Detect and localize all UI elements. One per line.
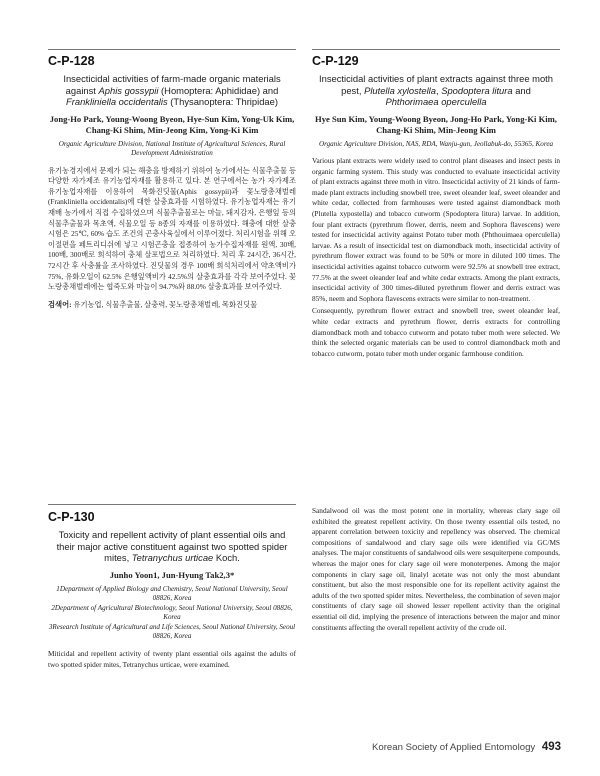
abstract-c-p-130 bbox=[48, 510, 296, 670]
abstract-c-p-129 bbox=[312, 54, 560, 361]
abstract-keywords bbox=[48, 300, 296, 311]
abstract-affiliation: Organic Agriculture Division, NAS, RDA, Wanju-gun, Jeollabuk-do, 55365, Korea bbox=[318, 139, 554, 148]
abstract-code: C-P-128 bbox=[48, 54, 95, 68]
page-number: 493 bbox=[541, 741, 562, 753]
abstract-title: Insecticidal activities of plant extracts against three moth pest, Plutella xylostella, Spodoptera litura and Phthorimaea operculella bbox=[319, 73, 553, 107]
abstract-title: Insecticidal activities of farm-made organic materials against Aphis gossypii (Homoptera: Aphididae) and Frankliniella occidentalis (Thysanoptera: Thripidae) bbox=[63, 73, 281, 107]
abstract-authors: Junho Yoon1, Jun-Hyung Tak2,3* bbox=[109, 569, 235, 580]
top-rule-right bbox=[312, 49, 560, 50]
abstract-affiliation-3: 3Research Institute of Agricultural and Life Sciences, Seoul National University, Seoul 08826, Korea bbox=[48, 622, 296, 641]
abstract-body-paragraph-1: Various plant extracts were widely used to control plant diseases and insect pests in organic farming system. This study was conducted to evaluate insecticidal activity of plant extracts against three moth in vitro. Insecticidal activity of 21 kinds of farm-made plant extracts including snowbell tree, sweet oleander leaf, sweet oleander and white cedar, collected from farmhouses were tested against diamondback moth (Plutella xypostella) and tobacco cutworm (Spodoptera litura) larvae. In addition, four plant extracts (pyrethrum flower, derris, neem and Sophora flavescens) were tested for insecticidal activity against Potato tuber moth (Phthouimaea operculella) larvae. As a result of insecticidal test on diamondback moth, insecticidal activity of pyrethrum flower extract was found to be 50% or more in diluted 100 times. The insecticidal activities against tobacco cutworm were 92.5% at snowbell tree extract, 77.5% at the sweet oleander leaf and white cedar extracts. Among the plant extracts, insecticidal activity of 300 times-diluted pyrethrum flower and derris extract was 85%, neem and Sophora flavescens extracts were similar to non-treatment. bbox=[312, 156, 560, 303]
abstract-body-paragraph-2: Consequently, pyrethrum flower extract and snowbell tree, sweet oleander leaf, white cedar extracts and pyrethrum flower, derris extracts for controlling diamondback moth and tobacco cutworm and potato tuber moth were selected. We think the selected organic materials can be used to control diamondback moth and tobacco cutworm, potato tuber moth under organic farmhouse condition. bbox=[312, 306, 560, 358]
abstract-body: Miticidal and repellent activity of twenty plant essential oils against the adults of two spotted spider mites, Tetranychus urticae, were examined. bbox=[48, 649, 296, 669]
society-name: Korean Society of Applied Entomology bbox=[372, 742, 536, 753]
abstract-authors: Jong-Ho Park, Young-Woong Byeon, Hye-Sun Kim, Yong-Uk Kim, Chang-Ki Shim, Min-Jeong Kim, Yong-Ki Kim bbox=[49, 113, 295, 135]
abstract-title: Toxicity and repellent activity of plant essential oils and their major active constituent against two spotted spider mites, Tetranychus urticae Koch. bbox=[56, 529, 288, 563]
abstract-code: C-P-130 bbox=[48, 510, 95, 524]
abstract-affiliation-2: 2Department of Agricultural Biotechnology, Seoul National University, Seoul 08826, Korea bbox=[51, 603, 293, 622]
abstract-code: C-P-129 bbox=[312, 54, 359, 68]
page-footer bbox=[372, 741, 561, 753]
abstract-body: 유기농경지에서 문제가 되는 해충을 방제하기 위하여 농가에서는 식물추출물 등 다양한 자가제조 유기농업자재를 활용하고 있다. 본 연구에서는 농가 자가제조 유기농업자재를 이용하여 목화진딧물(Aphis gossypii)과 꽃노랑총채벌레(Frankliniella occidentalis)에 대한 살충효과를 시험하였다. 유기농업자재는 유기재배 농가에서 직접 수집하였으며 식물추출물로는 마늘, 돼지감자, 은행잎 등의 식물추출물과 목초액, 식물오일 등 8종의 자재를 이용하였다. 해충에 대한 살충시험은 25℃, 60% 습도 조건의 곤충사육실에서 이루어졌다. 처리시험을 위해 오이절편을 페트리디쉬에 넣고 시험곤충을 접종하여 농가수집자재를 원액, 30배, 100배, 300배로 희석하여 충체 살포법으로 처리하였다. 처리 후 24시간, 36시간, 72시간 후 사충률을 조사하였다. 진딧물의 경우 100배 희석처리에서 약초액비가 75%, 유화오일이 62.5% 은행잎액비가 42.5%의 살충효과를 각각 보여주었다. 꽃노랑총채벌레에는 협죽도와 마늘이 94.7%와 88.0% 살충효과를 보여주었다. bbox=[48, 165, 296, 292]
abstract-authors: Hye Sun Kim, Young-Woong Byeon, Jong-Ho Park, Yong-Ki Kim, Chang-Ki Shim, Min-Jeong Kim bbox=[315, 113, 557, 135]
keywords-text: 유기농업, 식물추출물, 살충력, 꽃노랑총채벌레, 목화진딧물 bbox=[73, 299, 258, 309]
keywords-label: 검색어: bbox=[48, 299, 72, 309]
top-rule-left bbox=[48, 49, 296, 50]
abstract-affiliation: Organic Agriculture Division, National Institute of Agricultural Sciences, Rural Development Administration bbox=[58, 139, 286, 158]
abstract-c-p-130-continued bbox=[312, 506, 560, 633]
abstract-body-continued: Sandalwood oil was the most potent one in mortality, whereas clary sage oil exhibited the greatest repellent activity. On those twenty essential oils tested, no apparent correlation between toxicity and repellency was observed. The chemical compositions of sandalwood and clary sage oils were identified via GC/MS analyses. The major constituents of sandalwood oils were sesquiterpene compounds, whereas the major ones for clary sage oil were monoterpenes. Among the major components in clary sage oil, linalyl acetate was not only the most abundant constituent, but also the most responsible one for its repellent activity against the adults of the two spotted spider mites. Nevertheless, the combination of seven major constituents of clary sage oil showed lesser repellent activity than the original essential oil did, implying the presence of interactions between the major and minor constituents affecting the overall repellent activity of the crude oil. bbox=[312, 506, 560, 632]
abstract-c-p-128 bbox=[48, 54, 296, 310]
abstract-affiliation-1: 1Department of Applied Biology and Chemistry, Seoul National University, Seoul 08826, Korea bbox=[56, 584, 288, 603]
mid-rule-left bbox=[48, 504, 296, 505]
